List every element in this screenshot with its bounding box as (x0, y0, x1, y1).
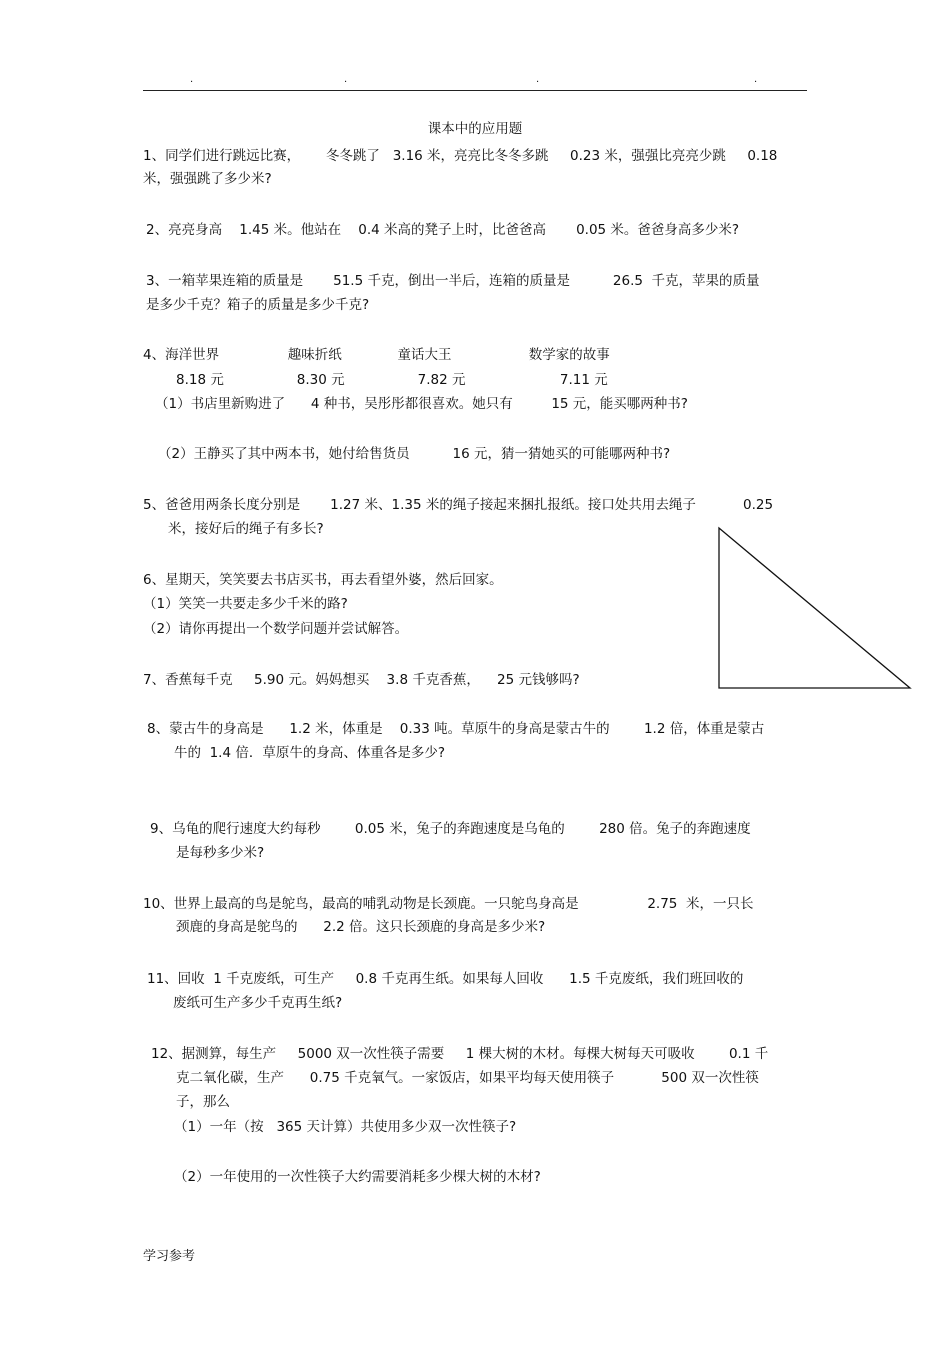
problem-6-question-1: （1）笑笑一共要走多少千米的路? (143, 596, 348, 612)
problem-12-line-2: 克二氧化碳，生产 0.75 千克氧气。一家饭店，如果平均每天使用筷子 500 双一次性筷 (176, 1070, 759, 1086)
problem-12-line-1: 12、据测算，每生产 5000 双一次性筷子需要 1 棵大树的木材。每棵大树每天可吸收 0.1 千 (151, 1046, 769, 1062)
problem-8-line-1: 8、蒙古牛的身高是 1.2 米，体重是 0.33 吨。草原牛的身高是蒙古牛的 1.2 倍，体重是蒙古 (147, 721, 765, 737)
problem-11-line-2: 废纸可生产多少千克再生纸? (173, 995, 343, 1011)
problem-8-line-2: 牛的 1.4 倍．草原牛的身高、体重各是多少? (174, 745, 446, 761)
problem-9-line-2: 是每秒多少米? (176, 845, 265, 861)
problem-5-line-2: 米，接好后的绳子有多长? (168, 521, 324, 537)
right-triangle-figure (717, 526, 913, 692)
problem-10-line-2: 颈鹿的身高是鸵鸟的 2.2 倍。这只长颈鹿的身高是多少米? (176, 919, 546, 935)
problem-4-books: 4、海洋世界 趣味折纸 童话大王 数学家的故事 (143, 347, 610, 363)
header-dot: . (344, 74, 348, 85)
problem-9-line-1: 9、乌龟的爬行速度大约每秒 0.05 米，兔子的奔跑速度是乌龟的 280 倍。兔子的奔跑速度 (150, 821, 751, 837)
problem-3-line-2: 是多少千克？箱子的质量是多少千克? (146, 297, 370, 313)
page-title: 课本中的应用题 (427, 121, 523, 137)
header-dot: . (190, 74, 194, 85)
header-rule (143, 90, 807, 91)
problem-1-line-2: 米，强强跳了多少米? (143, 171, 272, 187)
problem-2-line-1: 2、亮亮身高 1.45 米。他站在 0.4 米高的凳子上时，比爸爸高 0.05 米。爸爸身高多少米? (146, 222, 740, 238)
problem-12-question-2: （2）一年使用的一次性筷子大约需要消耗多少棵大树的木材? (174, 1169, 541, 1185)
problem-5-line-1: 5、爸爸用两条长度分别是 1.27 米、1.35 米的绳子接起来捆扎报纸。接口处共用去绳子 0.25 (143, 497, 774, 513)
problem-4-question-1: （1）书店里新购进了 4 种书，吴彤彤都很喜欢。她只有 15 元，能买哪两种书? (155, 396, 688, 412)
problem-12-line-3: 子，那么 (176, 1094, 230, 1110)
problem-6-line-1: 6、星期天，笑笑要去书店买书，再去看望外婆，然后回家。 (143, 572, 503, 588)
problem-6-question-2: （2）请你再提出一个数学问题并尝试解答。 (143, 621, 409, 637)
problem-4-prices: 8.18 元 8.30 元 7.82 元 7.11 元 (176, 372, 608, 388)
problem-1-line-1: 1、同学们进行跳远比赛， 冬冬跳了 3.16 米，亮亮比冬冬多跳 0.23 米，强强比亮亮少跳 0.18 (143, 148, 778, 164)
problem-7-line-1: 7、香蕉每千克 5.90 元。妈妈想买 3.8 千克香蕉， 25 元钱够吗? (143, 672, 580, 688)
problem-4-question-2: （2）王静买了其中两本书，她付给售货员 16 元，猜一猜她买的可能哪两种书? (158, 446, 671, 462)
problem-3-line-1: 3、一箱苹果连箱的质量是 51.5 千克，倒出一半后，连箱的质量是 26.5 千克，苹果的质量 (146, 273, 760, 289)
problem-10-line-1: 10、世界上最高的鸟是鸵鸟，最高的哺乳动物是长颈鹿。一只鸵鸟身高是 2.75 米，一只长 (143, 896, 754, 912)
header-dot: . (536, 74, 540, 85)
footer-label: 学习参考 (143, 1249, 196, 1264)
problem-12-question-1: （1）一年（按 365 天计算）共使用多少双一次性筷子? (174, 1119, 517, 1135)
problem-11-line-1: 11、回收 1 千克废纸，可生产 0.8 千克再生纸。如果每人回收 1.5 千克废纸，我们班回收的 (147, 971, 744, 987)
header-dot: . (754, 74, 758, 85)
